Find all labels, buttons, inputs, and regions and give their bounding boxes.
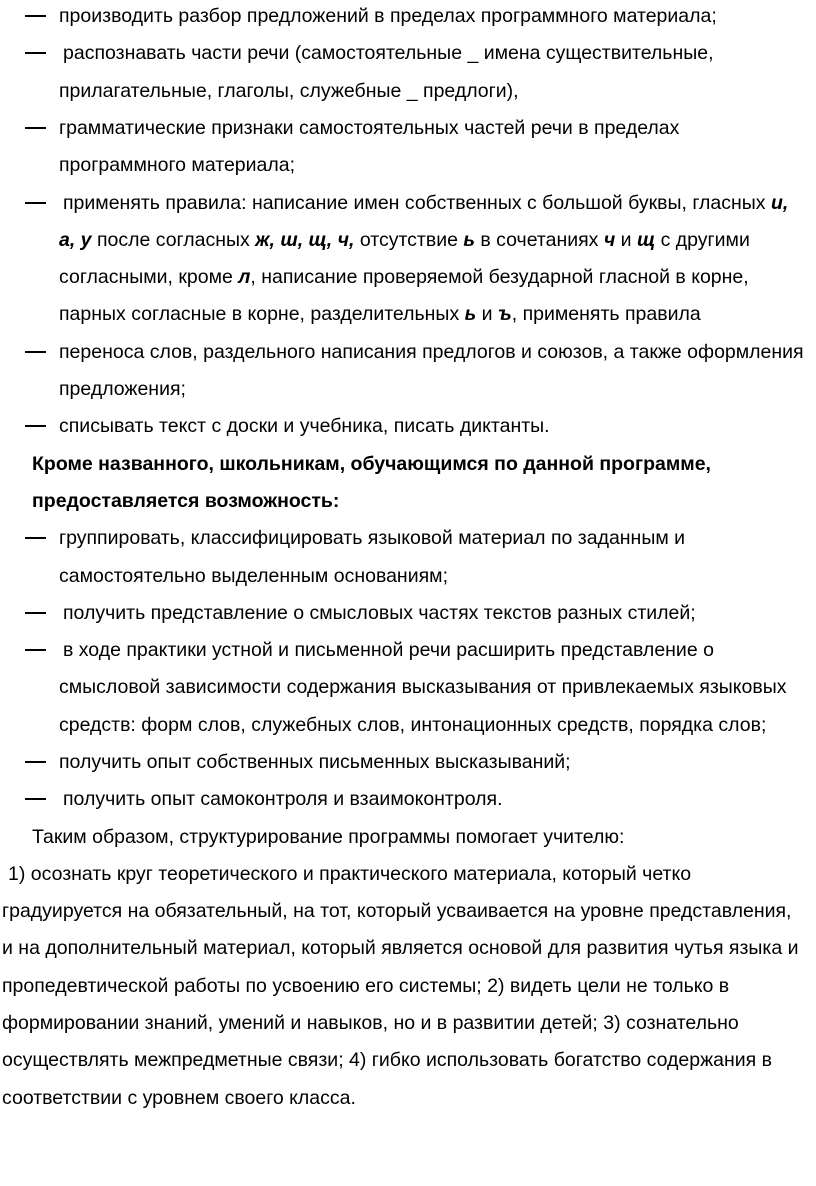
plain-text: формировании знаний, умений и навыков, но и в развитии детей; 3) сознательно xyxy=(2,1012,739,1034)
plain-text: прилагательные, глаголы, служебные _ предлоги), xyxy=(59,80,519,102)
emphasis-text: щ xyxy=(636,229,656,251)
line-text xyxy=(2,936,799,960)
emphasis-text: и, xyxy=(770,192,789,214)
plain-text: получить представление о смысловых частях текстов разных стилей; xyxy=(63,602,696,624)
plain-text: парных согласные в корне, разделительных xyxy=(59,303,465,325)
plain-text: списывать текст с доски и учебника, писать диктанты. xyxy=(59,415,550,437)
line-text xyxy=(2,899,791,923)
line-text xyxy=(59,4,717,28)
emphasis-text: ж, ш, щ, ч, xyxy=(255,229,355,251)
plain-text: в сочетаниях xyxy=(474,229,604,251)
line-text xyxy=(2,1086,356,1110)
line-text xyxy=(63,638,714,662)
line-text xyxy=(63,191,788,215)
plain-text: самостоятельно выделенным основаниям; xyxy=(59,565,448,587)
plain-text: 1) осознать круг теоретического и практического материала, который четко xyxy=(8,863,692,885)
line-text xyxy=(59,302,701,326)
line-text xyxy=(59,713,766,737)
plain-text: и xyxy=(476,303,498,325)
line-text xyxy=(59,153,295,177)
line-text xyxy=(32,452,711,476)
line-text xyxy=(59,414,550,438)
plain-text: переноса слов, раздельного написания предлогов и союзов, а также оформления xyxy=(59,341,804,363)
em-dash-bullet xyxy=(25,761,46,763)
line-text xyxy=(2,1048,772,1072)
plain-text: согласными, кроме xyxy=(59,266,239,288)
plain-text: программного материала; xyxy=(59,154,296,176)
line-text xyxy=(63,787,502,811)
line-text xyxy=(63,41,714,65)
em-dash-bullet xyxy=(25,612,46,614)
emphasis-text: ь xyxy=(463,229,475,251)
plain-text: средств: форм слов, служебных слов, интонационных средств, порядка слов; xyxy=(59,714,767,736)
line-text xyxy=(2,974,729,998)
plain-text: получить опыт самоконтроля и взаимоконтроля. xyxy=(63,788,503,810)
line-text xyxy=(63,601,696,625)
em-dash-bullet xyxy=(25,351,46,353)
line-text xyxy=(59,228,750,252)
plain-text: , применять правила xyxy=(511,303,701,325)
line-text xyxy=(59,340,804,364)
plain-text: , написание проверяемой безударной гласной в корне, xyxy=(250,266,749,288)
plain-text: Таким образом, структурирование программы помогает учителю: xyxy=(32,826,625,848)
plain-text: осуществлять межпредметные связи; 4) гибко использовать богатство содержания в xyxy=(2,1049,773,1071)
line-text xyxy=(8,862,691,886)
em-dash-bullet xyxy=(25,52,46,54)
plain-text: соответствии с уровнем своего класса. xyxy=(2,1087,356,1109)
plain-text: распознавать части речи (самостоятельные _ имена существительные, xyxy=(63,42,714,64)
plain-text: и xyxy=(615,229,637,251)
emphasis-text: ь xyxy=(464,303,477,325)
em-dash-bullet xyxy=(25,15,46,17)
em-dash-bullet xyxy=(25,798,46,800)
emphasis-text: л xyxy=(238,266,251,288)
plain-text: отсутствие xyxy=(354,229,464,251)
em-dash-bullet xyxy=(25,425,46,427)
plain-text: группировать, классифицировать языковой материал по заданным и xyxy=(59,527,686,549)
line-text xyxy=(2,1011,739,1035)
emphasis-text: ъ xyxy=(497,303,512,325)
em-dash-bullet xyxy=(25,202,46,204)
emphasis-text: Кроме названного, школьникам, обучающимся по данной программе, xyxy=(32,453,711,475)
em-dash-bullet xyxy=(25,649,46,651)
line-text xyxy=(32,825,624,849)
plain-text: получить опыт собственных письменных высказываний; xyxy=(59,751,571,773)
plain-text: и на дополнительный материал, который является основой для развития чутья языка и xyxy=(2,937,799,959)
line-text xyxy=(59,265,749,289)
plain-text: градуируется на обязательный, на тот, который усваивается на уровне представления, xyxy=(2,900,792,922)
plain-text: смысловой зависимости содержания высказывания от привлекаемых языковых xyxy=(59,676,787,698)
plain-text: после согласных xyxy=(91,229,256,251)
plain-text: применять правила: написание имен собственных с большой буквы, гласных xyxy=(63,192,771,214)
plain-text: предложения; xyxy=(59,378,186,400)
plain-text: пропедевтической работы по усвоению его системы; 2) видеть цели не только в xyxy=(2,975,730,997)
line-text xyxy=(59,526,685,550)
em-dash-bullet xyxy=(25,127,46,129)
line-text xyxy=(59,675,787,699)
emphasis-text: предоставляется возможность: xyxy=(32,490,340,512)
emphasis-text: а, у xyxy=(59,229,92,251)
plain-text: с другими xyxy=(655,229,750,251)
plain-text: производить разбор предложений в пределах программного материала; xyxy=(59,5,717,27)
plain-text: грамматические признаки самостоятельных частей речи в пределах xyxy=(59,117,680,139)
line-text xyxy=(32,489,339,513)
line-text xyxy=(59,750,571,774)
line-text xyxy=(59,564,448,588)
plain-text: в ходе практики устной и письменной речи расширить представление о xyxy=(63,639,714,661)
emphasis-text: ч xyxy=(603,229,616,251)
line-text xyxy=(59,116,679,140)
line-text xyxy=(59,377,186,401)
em-dash-bullet xyxy=(25,537,46,539)
line-text xyxy=(59,79,519,103)
